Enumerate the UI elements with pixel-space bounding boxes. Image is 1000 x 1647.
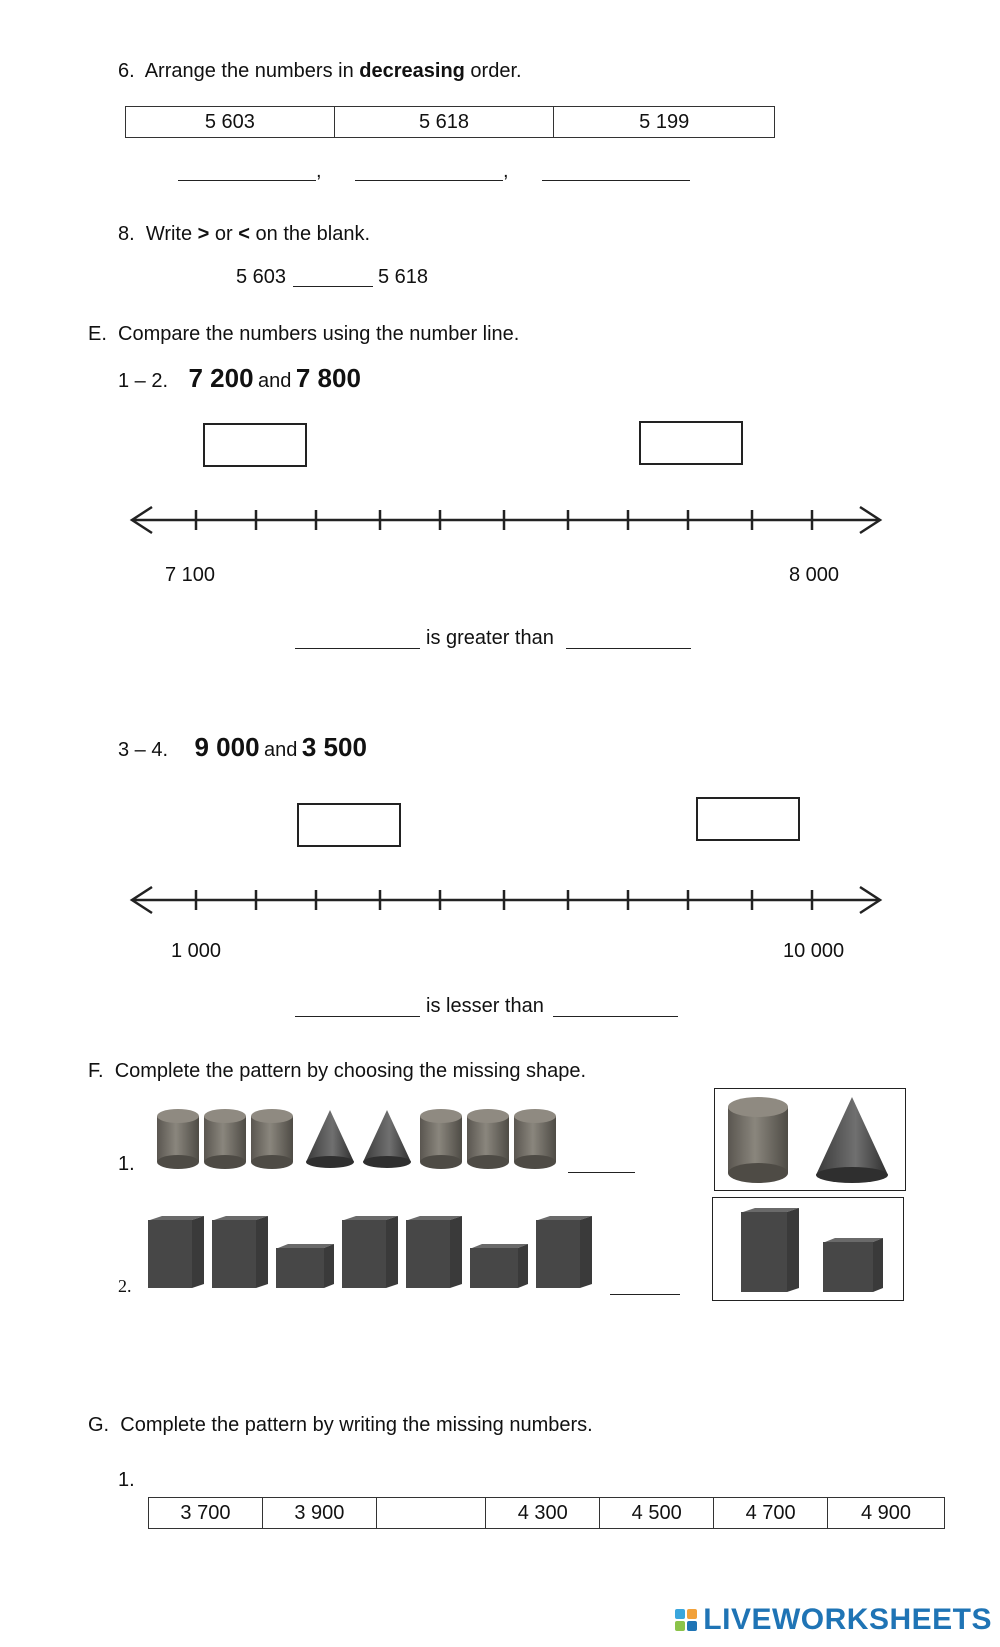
f-row-1-label: 1. bbox=[118, 1153, 135, 1175]
e-item-2-relation: is lesser than bbox=[426, 995, 544, 1017]
section-g-title: Complete the pattern by writing the missing numbers. bbox=[120, 1414, 593, 1436]
liveworksheets-logo[interactable] bbox=[675, 1603, 992, 1637]
q8-number: 8. bbox=[118, 223, 135, 245]
section-e-letter: E. bbox=[88, 323, 107, 345]
e-item-2-number-line bbox=[128, 880, 884, 920]
e-item-2-answer-box-right[interactable] bbox=[696, 797, 800, 841]
e-item-1-and: and bbox=[258, 370, 292, 392]
q6-text-after: order. bbox=[464, 60, 522, 82]
q8-gt-symbol: > bbox=[197, 223, 210, 245]
cylinder-icon bbox=[466, 1108, 510, 1170]
e-item-1-answer-blank-right[interactable] bbox=[566, 648, 691, 649]
e-item-2-answer-blank-right[interactable] bbox=[553, 1016, 678, 1017]
f-row-2-answer-blank[interactable] bbox=[610, 1294, 680, 1295]
e-item-1-answer-box-left[interactable] bbox=[203, 423, 307, 467]
cone-icon bbox=[304, 1108, 356, 1170]
e-item-2-start-label: 1 000 bbox=[171, 940, 222, 962]
q6-number-table bbox=[125, 106, 775, 138]
q8-left-number: 5 603 bbox=[236, 266, 287, 288]
e-item-1-relation: is greater than bbox=[426, 627, 554, 649]
f-row-2-sequence bbox=[146, 1212, 596, 1292]
f-row-1-choice-box bbox=[714, 1088, 906, 1191]
e-item-1-start-label: 7 100 bbox=[165, 564, 216, 586]
e-item-1-answer-blank-left[interactable] bbox=[295, 648, 420, 649]
f-row-2-label: 2. bbox=[118, 1276, 132, 1296]
q6-cell: 5 603 bbox=[126, 107, 335, 138]
tall-cube-icon bbox=[534, 1214, 596, 1290]
g-cell: 4 300 bbox=[486, 1498, 600, 1529]
q8-prompt bbox=[118, 223, 370, 246]
cone-icon bbox=[361, 1108, 413, 1170]
f-row-1-sequence bbox=[154, 1106, 559, 1172]
g-pattern-table bbox=[148, 1497, 945, 1529]
e-item-2-heading bbox=[118, 732, 367, 763]
e-item-1-heading bbox=[118, 363, 361, 394]
e-item-2-and: and bbox=[264, 739, 298, 761]
g-item-label: 1. bbox=[118, 1469, 135, 1491]
e-item-2-number-a: 9 000 bbox=[194, 732, 260, 762]
e-item-2-answer-box-left[interactable] bbox=[297, 803, 401, 847]
q6-cell: 5 199 bbox=[554, 107, 775, 138]
q6-separator: , bbox=[503, 160, 509, 182]
e-item-2-label: 3 – 4. bbox=[118, 739, 169, 761]
q6-number: 6. bbox=[118, 60, 135, 82]
f-row-1-answer-blank[interactable] bbox=[568, 1172, 635, 1173]
tall-cube-icon bbox=[210, 1214, 272, 1290]
g-cell: 4 500 bbox=[600, 1498, 714, 1529]
cylinder-icon[interactable] bbox=[727, 1095, 789, 1185]
liveworksheets-logo-icon bbox=[675, 1609, 697, 1631]
cylinder-icon bbox=[513, 1108, 557, 1170]
q8-text: Write bbox=[145, 223, 198, 245]
q6-cell: 5 618 bbox=[334, 107, 554, 138]
e-item-1-label: 1 – 2. bbox=[118, 370, 169, 392]
section-e-title: Compare the numbers using the number line. bbox=[118, 323, 520, 345]
tall-cube-icon bbox=[340, 1214, 402, 1290]
q6-separator: , bbox=[316, 160, 322, 182]
liveworksheets-brand: LIVEWORKSHEETS bbox=[703, 1603, 992, 1636]
section-e-heading bbox=[88, 323, 519, 346]
tall-cube-icon bbox=[146, 1214, 208, 1290]
g-cell: 3 900 bbox=[262, 1498, 376, 1529]
g-cell-missing[interactable] bbox=[376, 1498, 486, 1529]
cylinder-icon bbox=[419, 1108, 463, 1170]
e-item-1-number-line bbox=[128, 500, 884, 540]
q8-text: or bbox=[209, 223, 239, 245]
g-cell: 4 900 bbox=[828, 1498, 945, 1529]
q8-right-number: 5 618 bbox=[378, 266, 429, 288]
e-item-1-answer-box-right[interactable] bbox=[639, 421, 743, 465]
short-cube-icon[interactable] bbox=[821, 1236, 887, 1294]
q8-answer-blank[interactable] bbox=[293, 286, 373, 287]
q6-prompt bbox=[118, 60, 522, 83]
cylinder-icon bbox=[203, 1108, 247, 1170]
e-item-2-answer-blank-left[interactable] bbox=[295, 1016, 420, 1017]
short-cube-icon bbox=[274, 1242, 338, 1290]
q6-answer-blank-3[interactable] bbox=[542, 180, 690, 181]
q8-lt-symbol: < bbox=[238, 223, 250, 245]
short-cube-icon bbox=[468, 1242, 532, 1290]
tall-cube-icon[interactable] bbox=[739, 1206, 803, 1294]
e-item-2-end-label: 10 000 bbox=[783, 940, 845, 962]
g-cell: 4 700 bbox=[714, 1498, 828, 1529]
g-cell: 3 700 bbox=[149, 1498, 263, 1529]
section-f-letter: F. bbox=[88, 1060, 104, 1082]
e-item-1-number-b: 7 800 bbox=[295, 363, 361, 393]
section-g-heading bbox=[88, 1414, 593, 1437]
section-f-title: Complete the pattern by choosing the missing shape. bbox=[114, 1060, 587, 1082]
cylinder-icon bbox=[250, 1108, 294, 1170]
section-f-heading bbox=[88, 1060, 586, 1083]
q6-text-before: Arrange the numbers in bbox=[144, 60, 360, 82]
f-row-2-choice-box bbox=[712, 1197, 904, 1301]
e-item-1-end-label: 8 000 bbox=[789, 564, 840, 586]
cylinder-icon bbox=[156, 1108, 200, 1170]
e-item-2-number-b: 3 500 bbox=[301, 732, 367, 762]
q8-text: on the blank. bbox=[249, 223, 371, 245]
section-g-letter: G. bbox=[88, 1414, 110, 1436]
e-item-1-number-a: 7 200 bbox=[188, 363, 254, 393]
q6-answer-blank-2[interactable] bbox=[355, 180, 503, 181]
cone-icon[interactable] bbox=[813, 1095, 891, 1185]
q6-answer-blank-1[interactable] bbox=[178, 180, 316, 181]
tall-cube-icon bbox=[404, 1214, 466, 1290]
q6-text-bold: decreasing bbox=[359, 60, 465, 82]
